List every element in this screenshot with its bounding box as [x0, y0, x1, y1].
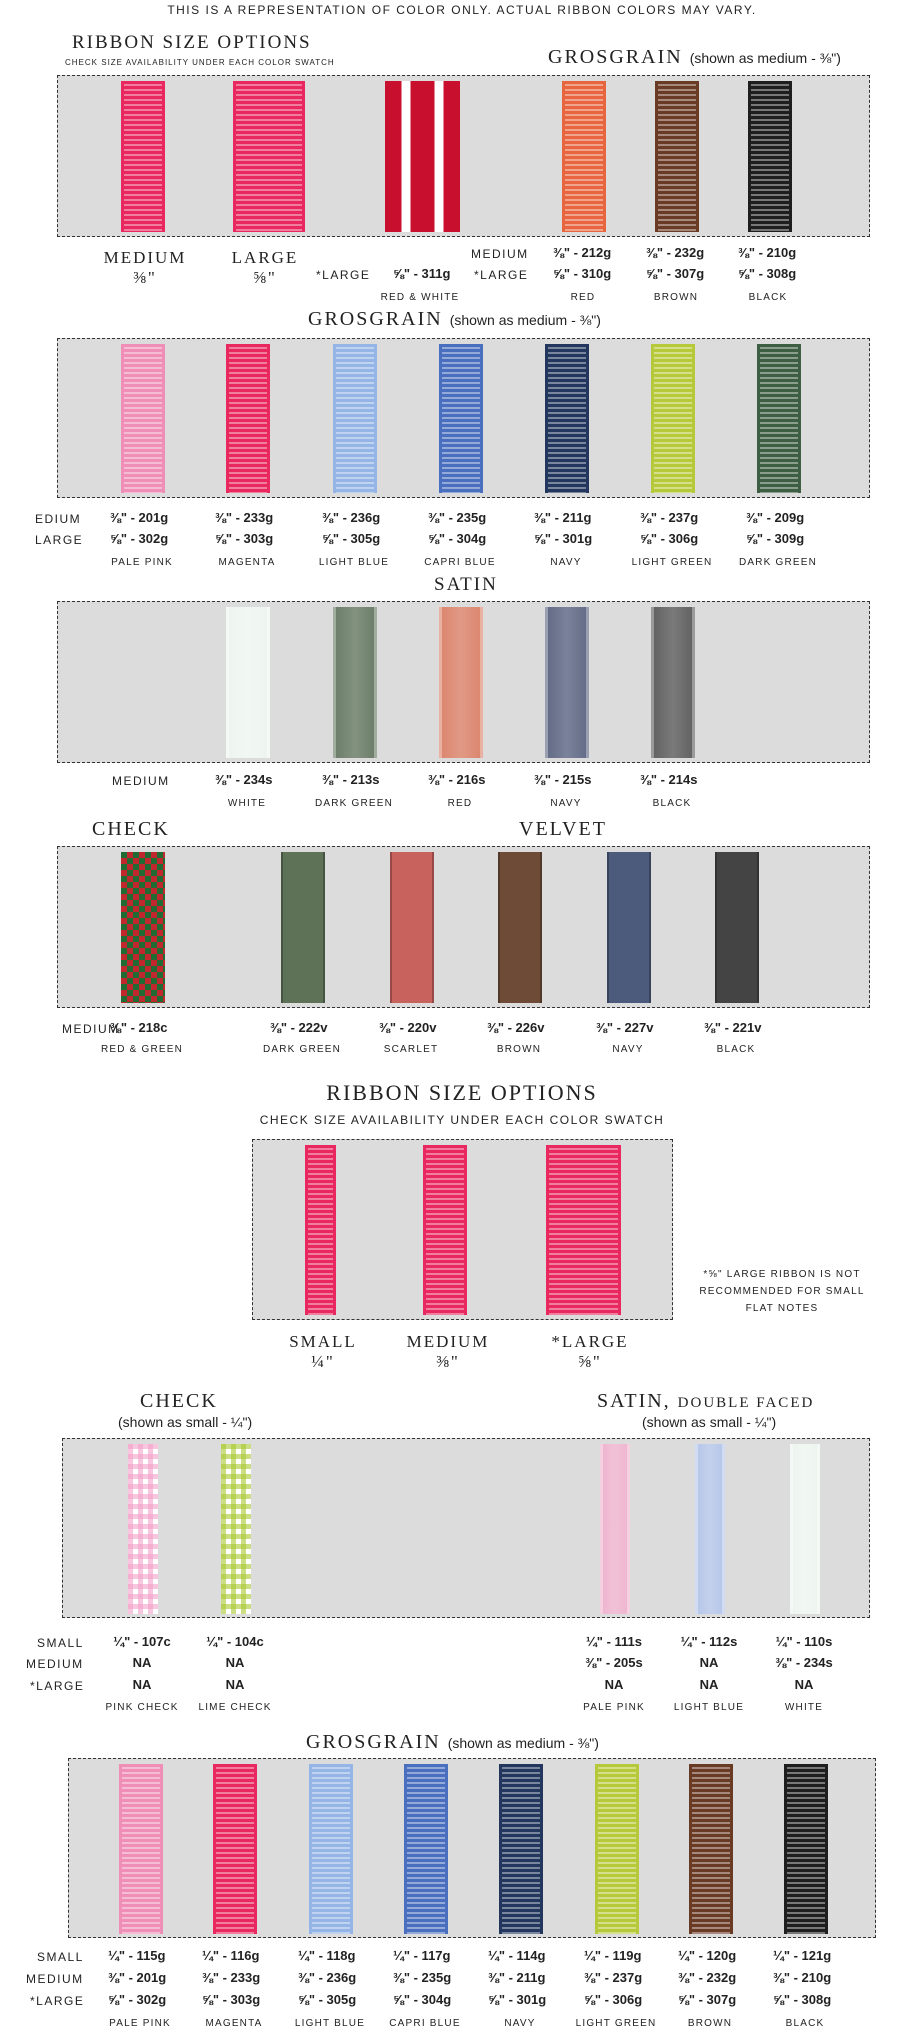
- color-name: DARK GREEN: [738, 557, 818, 568]
- code-large: ⅝" - 307g: [678, 1992, 737, 2007]
- color-name: NAVY: [612, 1044, 644, 1055]
- row-label-medium: MEDIUM: [112, 774, 170, 788]
- ribbon-swatch: [439, 344, 483, 493]
- row-label-large: *LARGE: [30, 1679, 85, 1693]
- ribbon-swatch-large-magenta: [233, 81, 305, 232]
- ribbon-swatch: [607, 852, 651, 1003]
- color-name: LIGHT BLUE: [294, 2018, 366, 2029]
- code-medium: ⅜" - 235g: [428, 510, 487, 525]
- code-large: ⅝" - 302g: [110, 531, 169, 546]
- row-label-small: SMALL: [37, 1950, 84, 1964]
- color-name: RED & GREEN: [100, 1044, 184, 1055]
- color-name: BLACK: [652, 798, 692, 809]
- ribbon-swatch: [757, 344, 801, 493]
- note-text: *⅝" LARGE RIBBON IS NOT RECOMMENDED FOR SMALL FLAT NOTES: [699, 1269, 865, 1314]
- color-name: BLACK: [716, 1044, 756, 1055]
- color-name: LIGHT BLUE: [673, 1702, 745, 1713]
- code-small: ¼" - 114g: [488, 1948, 546, 1963]
- swatch-panel: [57, 338, 870, 498]
- code-small: ¼" - 117g: [393, 1948, 451, 1963]
- name-red-white: RED & WHITE: [380, 292, 460, 303]
- code-large: ⅝" - 306g: [584, 1992, 643, 2007]
- grosgrain-title: GROSGRAIN (shown as medium - ⅜"): [548, 46, 841, 68]
- code-medium: ⅜" - 233g: [202, 1970, 261, 1985]
- code-large: ⅝" - 304g: [393, 1992, 452, 2007]
- ribbon-swatch-medium-magenta: [121, 81, 165, 232]
- color-name: PINK CHECK: [105, 1702, 179, 1713]
- size-label-large: *LARGE ⅝": [551, 1332, 629, 1371]
- swatch-panel: [62, 1438, 870, 1618]
- color-name: PALE PINK: [583, 1702, 645, 1713]
- section-subtitle: CHECK SIZE AVAILABILITY UNDER EACH COLOR SWATCH: [259, 1113, 665, 1127]
- size-label-medium: MEDIUM ⅜": [406, 1332, 490, 1371]
- row-label-small: SMALL: [37, 1636, 84, 1650]
- code-large: ⅝" - 309g: [746, 531, 805, 546]
- color-name: CAPRI BLUE: [389, 2018, 461, 2029]
- color-name: LIME CHECK: [198, 1702, 272, 1713]
- check-title: CHECK: [92, 818, 170, 840]
- code-large: ⅝" - 308g: [773, 1992, 832, 2007]
- row-label-large: LARGE: [35, 533, 84, 547]
- ribbon-swatch: [695, 1444, 725, 1614]
- ribbon-swatch: [119, 1764, 163, 1934]
- color-name: LIGHT GREEN: [575, 2018, 657, 2029]
- ribbon-swatch: [226, 344, 270, 493]
- ribbon-swatch-black: [748, 81, 792, 232]
- color-name: MAGENTA: [205, 2018, 263, 2029]
- color-name: CAPRI BLUE: [424, 557, 496, 568]
- row-label-medium: MEDIUM: [26, 1657, 84, 1671]
- ribbon-swatch: [213, 1764, 257, 1934]
- ribbon-swatch-medium: [423, 1145, 467, 1315]
- ribbon-swatch: [651, 344, 695, 493]
- check-subtitle: (shown as small - ¼"): [118, 1414, 253, 1430]
- ribbon-swatch: [600, 1444, 630, 1614]
- code-medium: ⅜" - 209g: [746, 510, 805, 525]
- code-large: ⅝" - 303g: [215, 531, 274, 546]
- code-small: ¼" - 104c: [206, 1634, 264, 1649]
- code-medium: ⅜" - 233g: [215, 510, 274, 525]
- code-large: ⅝" - 301g: [534, 531, 593, 546]
- color-name: DARK GREEN: [314, 798, 394, 809]
- size-label-medium: MEDIUM ⅜": [103, 248, 187, 287]
- code-medium: ⅜" - 215s: [534, 772, 592, 787]
- color-name: RED: [447, 798, 473, 809]
- ribbon-swatch: [390, 852, 434, 1003]
- code-medium: ⅜" - 205s: [585, 1655, 643, 1670]
- color-name: WHITE: [784, 1702, 824, 1713]
- code-medium: ⅜" - 220v: [379, 1020, 437, 1035]
- code-medium: ⅜" - 201g: [108, 1970, 167, 1985]
- ribbon-swatch-brown: [655, 81, 699, 232]
- satin-title: SATIN, DOUBLE FACED: [597, 1390, 815, 1412]
- code-small: ¼" - 111s: [585, 1634, 643, 1649]
- code-large: ⅝" - 302g: [108, 1992, 167, 2007]
- code-large: NA: [132, 1677, 152, 1692]
- code-medium: ⅜" - 227v: [596, 1020, 654, 1035]
- code-medium: ⅜" - 226v: [487, 1020, 545, 1035]
- code-small: ¼" - 120g: [678, 1948, 737, 1963]
- code-medium: NA: [132, 1655, 152, 1670]
- code-small: ¼" - 115g: [108, 1948, 166, 1963]
- row-label-medium: MEDIUM: [26, 1972, 84, 1986]
- row-label-large: *LARGE: [316, 268, 371, 282]
- section-subtitle: CHECK SIZE AVAILABILITY UNDER EACH COLOR SWATCH: [65, 58, 335, 67]
- code-medium: ⅜" - 235g: [393, 1970, 452, 1985]
- swatch-panel: [57, 846, 870, 1008]
- ribbon-swatch-check: [221, 1444, 251, 1614]
- code-large: ⅝" - 301g: [488, 1992, 547, 2007]
- satin-subtitle: (shown as small - ¼"): [642, 1414, 777, 1430]
- code-medium: ⅜" - 201g: [110, 510, 169, 525]
- section-title: RIBBON SIZE OPTIONS: [326, 1080, 598, 1105]
- code-medium: NA: [699, 1655, 719, 1670]
- row-label-large: *LARGE: [30, 1994, 85, 2008]
- swatch-panel: [68, 1758, 876, 1938]
- code-large: NA: [604, 1677, 624, 1692]
- color-name: NAVY: [550, 557, 582, 568]
- code-small: ¼" - 118g: [298, 1948, 356, 1963]
- code-medium: ⅜" - 214s: [640, 772, 698, 787]
- color-name: BROWN: [687, 2018, 733, 2029]
- row-label-medium: MEDIUM: [62, 1022, 120, 1036]
- code-medium: ⅜" - 234s: [215, 772, 273, 787]
- row-label-medium: MEDIUM: [471, 247, 529, 261]
- code-large: ⅝" - 306g: [640, 531, 699, 546]
- ribbon-swatch: [498, 852, 542, 1003]
- disclaimer-text: THIS IS A REPRESENTATION OF COLOR ONLY. ACTUAL RIBBON COLORS MAY VARY.: [167, 3, 757, 17]
- code-medium: NA: [225, 1655, 245, 1670]
- code-small: ¼" - 110s: [775, 1634, 833, 1649]
- ribbon-swatch: [651, 607, 695, 758]
- color-name: WHITE: [227, 798, 267, 809]
- color-name: MAGENTA: [218, 557, 276, 568]
- ribbon-swatch: [715, 852, 759, 1003]
- color-name: LIGHT GREEN: [631, 557, 713, 568]
- swatch-panel: [57, 601, 870, 763]
- code-medium: ⅜" - 236g: [322, 510, 381, 525]
- velvet-title: VELVET: [519, 818, 607, 840]
- code-medium: ⅜" - 232g: [678, 1970, 737, 1985]
- size-label-small: SMALL ¼": [289, 1332, 357, 1371]
- satin-title: SATIN: [434, 574, 498, 595]
- code-large: NA: [794, 1677, 814, 1692]
- color-name: BLACK: [785, 2018, 825, 2029]
- ribbon-swatch: [226, 607, 270, 758]
- color-name: SCARLET: [383, 1044, 439, 1055]
- code-medium: ⅜" - 234s: [775, 1655, 833, 1670]
- swatch-panel: [252, 1139, 673, 1320]
- ribbon-swatch: [784, 1764, 828, 1934]
- code-medium: ⅜" - 236g: [298, 1970, 357, 1985]
- grosgrain-title: GROSGRAIN (shown as medium - ⅜"): [308, 308, 601, 330]
- color-name: DARK GREEN: [262, 1044, 342, 1055]
- color-name: NAVY: [504, 2018, 536, 2029]
- color-name: NAVY: [550, 798, 582, 809]
- size-label-large: LARGE ⅝": [231, 248, 299, 287]
- ribbon-swatch-check: [128, 1444, 158, 1614]
- ribbon-swatch-small: [305, 1145, 336, 1315]
- code-medium: ⅜" - 213s: [322, 772, 380, 787]
- code-medium: ⅜" - 210g: [773, 1970, 832, 1985]
- grosgrain-title: GROSGRAIN (shown as medium - ⅜"): [306, 1731, 599, 1753]
- code-medium: ⅜" - 216s: [428, 772, 486, 787]
- code-small: ¼" - 119g: [584, 1948, 642, 1963]
- ribbon-swatch-red: [562, 81, 606, 232]
- ribbon-swatch: [595, 1764, 639, 1934]
- row-label-large: *LARGE: [474, 268, 529, 282]
- ribbon-swatch: [281, 852, 325, 1003]
- ribbon-swatch: [439, 607, 483, 758]
- color-name: PALE PINK: [109, 2018, 171, 2029]
- ribbon-swatch-red-white: [385, 81, 460, 232]
- ribbon-swatch: [689, 1764, 733, 1934]
- code-medium: ⅜" - 211g: [534, 510, 592, 525]
- ribbon-swatch: [790, 1444, 820, 1614]
- code-medium: ⅜" - 221v: [704, 1020, 762, 1035]
- ribbon-swatch-large: [546, 1145, 621, 1315]
- code-medium: ⅜" - 211g: [488, 1970, 546, 1985]
- code-large: ⅝" - 305g: [298, 1992, 357, 2007]
- code-medium: ⅜" - 218c: [110, 1020, 168, 1035]
- swatch-panel: [57, 75, 870, 237]
- code-medium: ⅜" - 222v: [270, 1020, 328, 1035]
- code-large: NA: [699, 1677, 719, 1692]
- ribbon-swatch: [121, 344, 165, 493]
- code-large: ⅝" - 305g: [322, 531, 381, 546]
- color-name: LIGHT BLUE: [318, 557, 390, 568]
- ribbon-swatch: [404, 1764, 448, 1934]
- code-small: ¼" - 107c: [113, 1634, 171, 1649]
- check-title: CHECK: [140, 1390, 218, 1412]
- code-small: ¼" - 121g: [773, 1948, 832, 1963]
- color-name: PALE PINK: [111, 557, 173, 568]
- code-red-white: ⅝" - 311g: [393, 266, 451, 281]
- section-title: RIBBON SIZE OPTIONS: [72, 32, 312, 53]
- ribbon-swatch: [545, 607, 589, 758]
- code-large: ⅝" - 304g: [428, 531, 487, 546]
- color-name: BROWN: [496, 1044, 542, 1055]
- ribbon-swatch-check: [121, 852, 165, 1003]
- code-large: ⅝" - 303g: [202, 1992, 261, 2007]
- ribbon-swatch: [333, 344, 377, 493]
- code-medium: ⅜" - 237g: [640, 510, 699, 525]
- ribbon-swatch: [499, 1764, 543, 1934]
- code-medium: ⅜" - 237g: [584, 1970, 643, 1985]
- ribbon-swatch: [333, 607, 377, 758]
- code-small: ¼" - 112s: [680, 1634, 738, 1649]
- ribbon-swatch: [309, 1764, 353, 1934]
- code-small: ¼" - 116g: [202, 1948, 260, 1963]
- code-large: NA: [225, 1677, 245, 1692]
- row-label-medium: EDIUM: [35, 512, 82, 526]
- ribbon-swatch: [545, 344, 589, 493]
